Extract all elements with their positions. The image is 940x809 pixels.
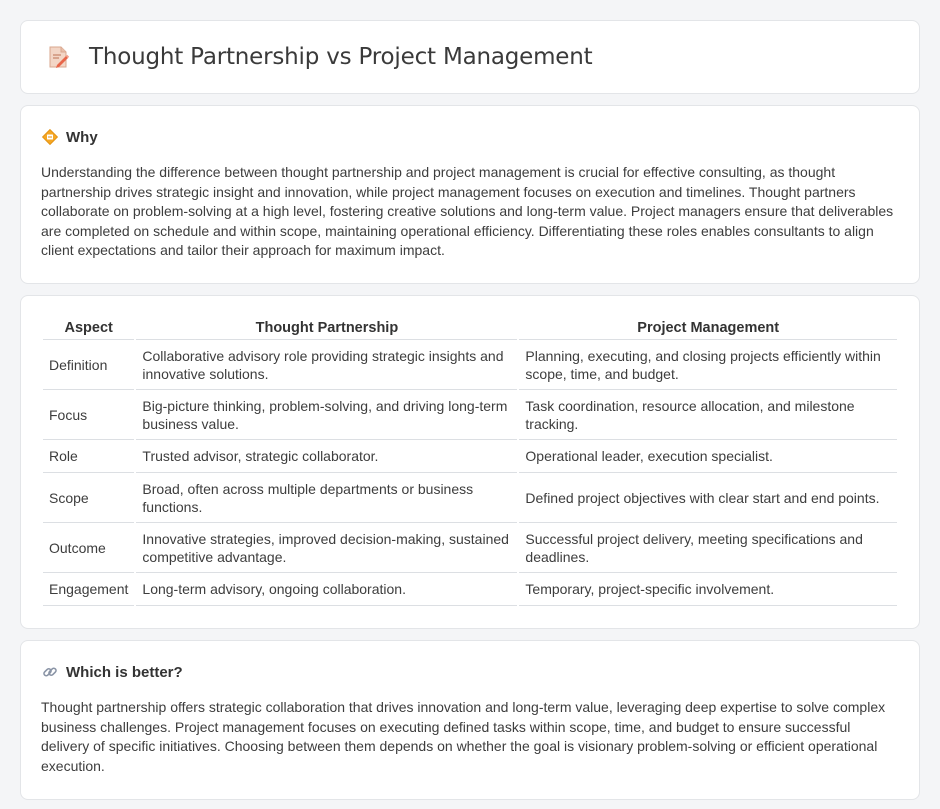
why-title: Why — [66, 128, 98, 146]
aspect-cell: Focus — [43, 392, 134, 440]
table-header-row — [43, 316, 897, 340]
table-row — [43, 392, 897, 440]
aspect-cell: Scope — [43, 475, 134, 523]
aspect-cell: Engagement — [43, 575, 134, 606]
why-heading — [41, 128, 899, 146]
thought-partnership-cell: Broad, often across multiple departments or business functions. — [136, 475, 517, 523]
project-management-cell: Task coordination, resource allocation, and milestone tracking. — [519, 392, 897, 440]
why-section — [20, 105, 920, 284]
table-row — [43, 525, 897, 573]
header-card — [20, 20, 920, 94]
warning-diamond-icon — [41, 128, 59, 146]
page-title: Thought Partnership vs Project Management — [89, 44, 593, 70]
aspect-cell: Definition — [43, 342, 134, 390]
table-row — [43, 475, 897, 523]
column-header-thought-partnership: Thought Partnership — [136, 316, 517, 340]
table-row — [43, 442, 897, 473]
document-pencil-icon — [45, 44, 71, 70]
aspect-cell: Outcome — [43, 525, 134, 573]
thought-partnership-cell: Collaborative advisory role providing strategic insights and innovative solutions. — [136, 342, 517, 390]
comparison-table — [41, 314, 899, 608]
which-is-better-section — [20, 640, 920, 800]
which-is-better-title: Which is better? — [66, 663, 183, 681]
project-management-cell: Operational leader, execution specialist. — [519, 442, 897, 473]
which-is-better-text: Thought partnership offers strategic collaboration that drives innovation and long-term value, leveraging deep expertise to solve complex business challenges. Project management focuses on executing defined tasks within scope, time, and budget to ensure successful delivery of specific initiatives. Choosing between them depends on whether the goal is visionary problem-solving or efficient operational execution. — [41, 699, 886, 774]
column-header-project-management: Project Management — [519, 316, 897, 340]
project-management-cell: Temporary, project-specific involvement. — [519, 575, 897, 606]
link-icon — [41, 663, 59, 681]
column-header-aspect: Aspect — [43, 316, 134, 340]
project-management-cell: Planning, executing, and closing projects efficiently within scope, time, and budget. — [519, 342, 897, 390]
table-row — [43, 575, 897, 606]
aspect-cell: Role — [43, 442, 134, 473]
thought-partnership-cell: Trusted advisor, strategic collaborator. — [136, 442, 517, 473]
project-management-cell: Defined project objectives with clear start and end points. — [519, 475, 897, 523]
thought-partnership-cell: Innovative strategies, improved decision-making, sustained competitive advantage. — [136, 525, 517, 573]
table-row — [43, 342, 897, 390]
comparison-table-card — [20, 295, 920, 629]
thought-partnership-cell: Long-term advisory, ongoing collaboration. — [136, 575, 517, 606]
why-text: Understanding the difference between thought partnership and project management is crucial for effective consulting, as thought partnership drives strategic insight and innovation, while project management focuses on execution and timelines. Thought partners collaborate on problem-solving at a high level, fostering creative solutions and long-term value. Project managers ensure that deliverables are completed on schedule and within scope, maintaining operational efficiency. Differentiating these roles enables consultants to align client expectations and tailor their approach for maximum impact. — [41, 164, 894, 259]
project-management-cell: Successful project delivery, meeting specifications and deadlines. — [519, 525, 897, 573]
which-is-better-heading — [41, 663, 899, 681]
thought-partnership-cell: Big-picture thinking, problem-solving, and driving long-term business value. — [136, 392, 517, 440]
